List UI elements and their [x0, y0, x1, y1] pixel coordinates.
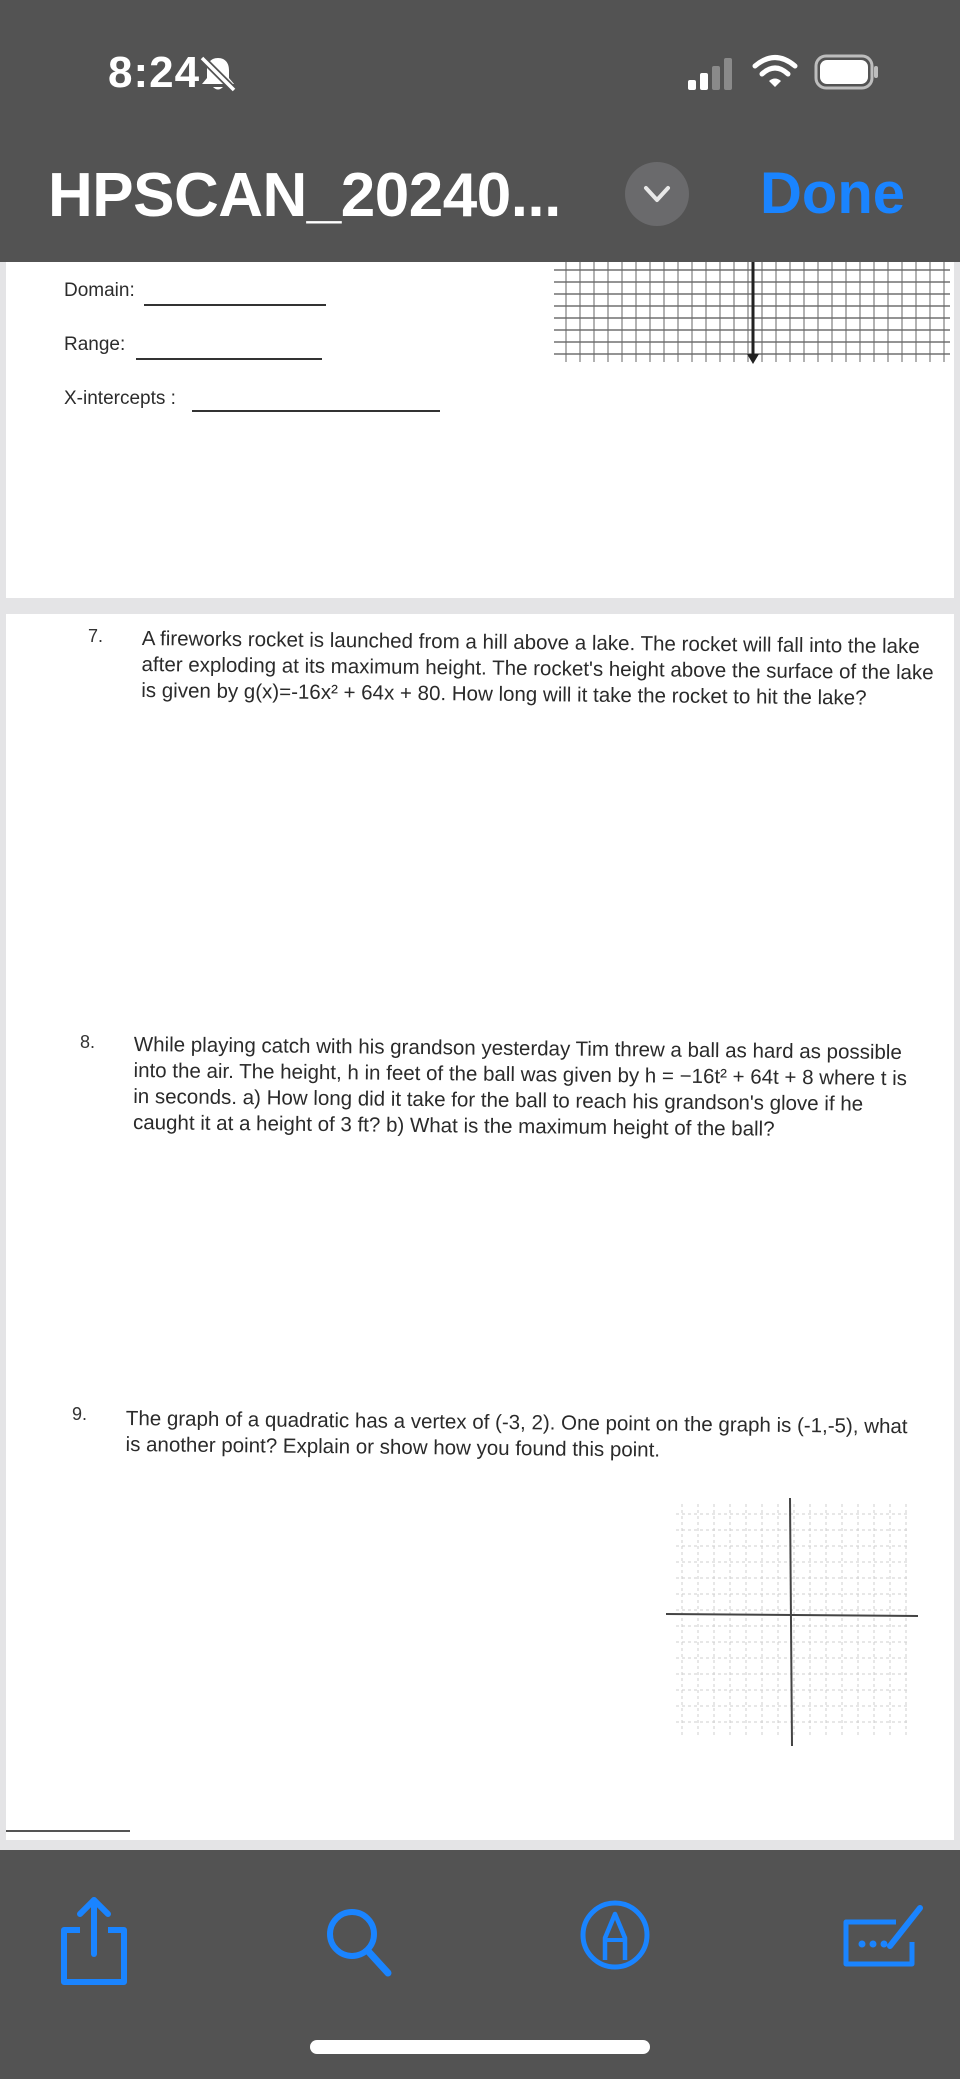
question-line: caught it at a height of 3 ft? b) What is the maximum height of the ball?: [132, 1110, 775, 1141]
question-9-text: [125, 1406, 907, 1466]
home-indicator[interactable]: [310, 2040, 650, 2054]
x-intercepts-label: X-intercepts :: [64, 388, 176, 409]
question-line: is given by g(x)=-16x² + 64x + 80. How long will it take the rocket to hit the lake?: [141, 678, 867, 710]
question-7-text: [141, 626, 934, 712]
range-blank: [136, 358, 322, 360]
question-line: While playing catch with his grandson yesterday Tim threw a ball as hard as possible: [133, 1033, 902, 1065]
domain-blank: [144, 304, 326, 306]
markup-icon: [578, 1898, 652, 1972]
page-divider: [6, 1830, 130, 1832]
search-icon: [320, 1900, 396, 1984]
done-button[interactable]: Done: [760, 161, 905, 226]
question-line: in seconds. a) How long did it take for the ball to reach his grandson's glove if he: [133, 1084, 864, 1116]
range-label: Range:: [64, 334, 126, 355]
question-line: The graph of a quadratic has a vertex of (-3, 2). One point on the graph is (-1,-5), what: [125, 1407, 908, 1439]
wifi-icon: [752, 54, 798, 90]
question-line: is another point? Explain or show how you found this point.: [125, 1432, 661, 1462]
status-time: 8:24: [108, 48, 201, 97]
edit-icon: [840, 1902, 924, 1976]
coordinate-grid: [554, 262, 950, 364]
document-title[interactable]: HPSCAN_20240...: [48, 161, 561, 230]
share-icon: [56, 1894, 132, 1988]
title-menu-button[interactable]: [625, 162, 689, 226]
question-line: after exploding at its maximum height. The rocket's height above the surface of the lake: [141, 652, 934, 685]
markup-button[interactable]: [578, 1898, 652, 1972]
share-button[interactable]: [56, 1894, 132, 1988]
battery-icon: [814, 54, 880, 90]
question-line: A fireworks rocket is launched from a hill above a lake. The rocket will fall into the lake: [141, 626, 920, 659]
x-intercepts-blank: [192, 410, 440, 412]
bottom-toolbar: [0, 1850, 960, 2079]
question-number: 7.: [88, 626, 104, 646]
chevron-down-icon: [643, 182, 671, 206]
domain-label: Domain:: [64, 280, 135, 301]
coordinate-grid-faint: [666, 1498, 920, 1746]
cellular-signal-icon: [688, 58, 736, 90]
question-number: 8.: [80, 1032, 96, 1052]
bell-slash-icon: [196, 54, 240, 94]
question-8-text: [133, 1032, 907, 1144]
document-page-fragment: [6, 262, 954, 598]
search-button[interactable]: [320, 1900, 396, 1984]
navigation-header: [0, 0, 960, 262]
question-line: into the air. The height, h in feet of the ball was given by h = −16t² + 64t + 8 where t is: [133, 1058, 908, 1091]
question-number: 9.: [72, 1404, 88, 1424]
document-page: [6, 614, 954, 1840]
edit-button[interactable]: [840, 1902, 924, 1976]
